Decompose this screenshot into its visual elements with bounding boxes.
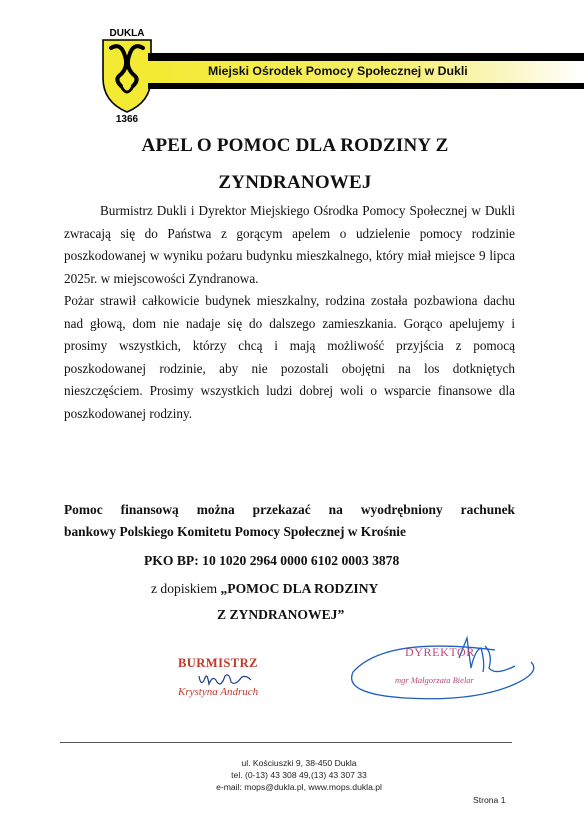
transfer-note-line-2: Z ZYNDRANOWEJ” xyxy=(217,607,345,622)
footer-divider xyxy=(60,742,512,743)
body-paragraph-2: Pożar strawił całkowicie budynek mieszkalny, rodzina została pozbawiona dachu nad głową, dom nie nadaje się do dalszego zamieszkania. Gorąco apelujemy i prosimy wszystkich, którzy chcą i mają możliwość przyjścia z pomocą poszkodowanej rodzinie, aby nie pozostali obojętni na los dotkniętych nieszczęściem. Prosimy wszystkich ludzi dobrej woli o wsparcie finansowe dla poszkodowanej rodziny. xyxy=(64,293,515,421)
director-stamp-title: DYREKTOR xyxy=(405,645,475,659)
dukla-coat-of-arms-logo xyxy=(99,26,155,124)
organization-name: Miejski Ośrodek Pomocy Społecznej w Dukli xyxy=(208,64,468,78)
transfer-note-line-1 xyxy=(151,579,378,599)
bank-account-number: PKO BP: 10 1020 2964 0000 6102 0003 3878 xyxy=(144,553,400,568)
footer-address: ul. Kościuszki 9, 38-450 Dukla xyxy=(241,758,357,768)
appeal-body xyxy=(64,200,515,425)
transfer-note-title: „POMOC DLA RODZINY xyxy=(220,581,379,596)
page-number: Strona 1 xyxy=(473,795,506,805)
payment-info-line-1: Pomoc finansową można przekazać na wyodrębniony rachunek xyxy=(64,502,515,517)
document-title-line-2: ZYNDRANOWEJ xyxy=(218,172,372,193)
mayor-stamp-title: BURMISTRZ xyxy=(178,656,258,670)
body-paragraph-1: Burmistrz Dukli i Dyrektor Miejskiego Ośrodka Pomocy Społecznej w Dukli zwracają się do Państwa z gorącym apelem o udzielenie pomocy rodzinie poszkodowanej w wyniku pożaru budynku mieszkalnego, który miał miejsce 9 lipca 2025r. w miejscowości Zyndranowa. xyxy=(64,203,515,286)
header-band-black-bottom xyxy=(148,83,584,89)
payment-info-line-2: bankowy Polskiego Komitetu Pomocy Społecznej w Krośnie xyxy=(64,524,406,539)
document-title-line-1: APEL O POMOC DLA RODZINY Z xyxy=(141,135,449,156)
footer-phone: tel. (0-13) 43 308 49,(13) 43 307 33 xyxy=(231,770,367,780)
director-handwritten-signature xyxy=(345,628,545,704)
logo-year: 1366 xyxy=(115,114,139,124)
transfer-note-prefix: z dopiskiem xyxy=(151,581,221,596)
logo-top-text: DUKLA xyxy=(109,28,145,39)
mayor-name-stamp: Krystyna Andruch xyxy=(178,686,259,698)
footer-email: e-mail: mops@dukla.pl, www.mops.dukla.pl xyxy=(216,782,382,792)
director-name-stamp: mgr Małgorzata Bielar xyxy=(395,675,474,685)
